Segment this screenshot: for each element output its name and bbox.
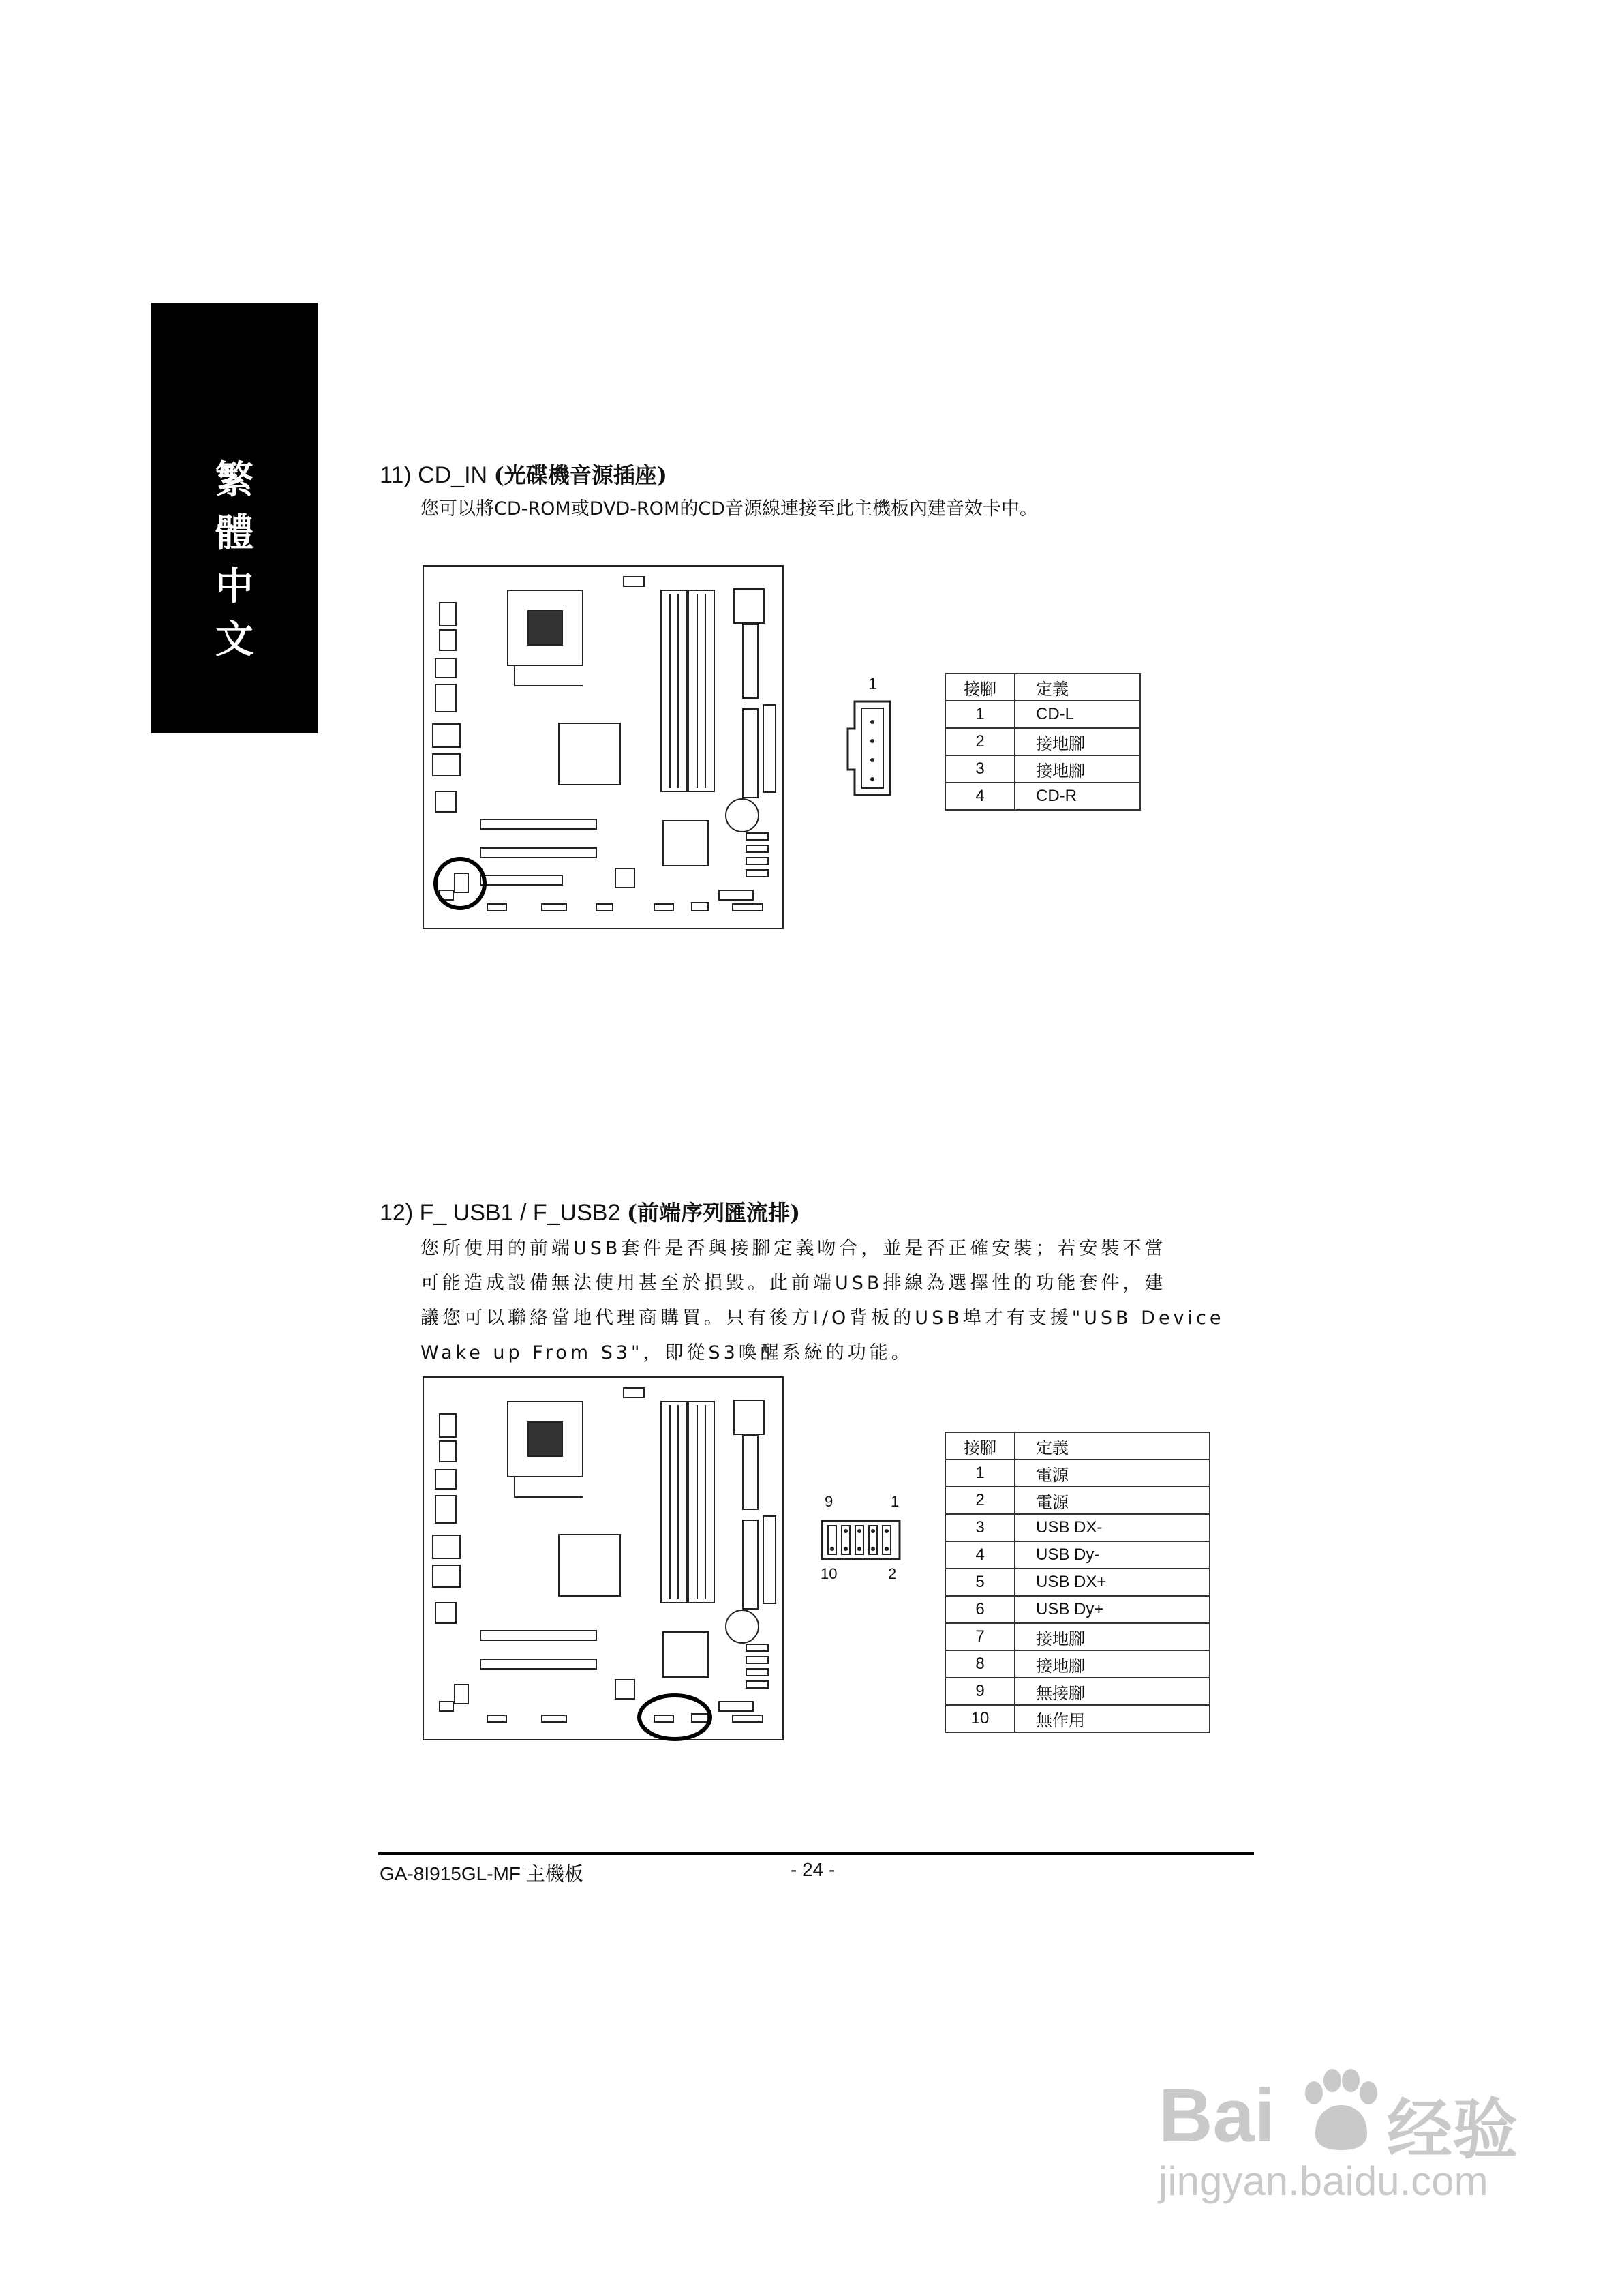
- section-subtitle: (光碟機音源插座): [493, 462, 667, 488]
- watermark-url: jingyan.baidu.com: [1159, 2158, 1488, 2204]
- pin-number: 8: [945, 1650, 1015, 1678]
- footer-divider: [378, 1852, 1254, 1855]
- section-12-heading: [380, 1196, 800, 1227]
- pin-definition: CD-L: [1015, 701, 1140, 728]
- section-11-description: 您可以將CD-ROM或DVD-ROM的CD音源線連接至此主機板內建音效卡中。: [420, 498, 1038, 519]
- pin-definition: 無作用: [1015, 1705, 1210, 1732]
- pin-number: 3: [945, 755, 1015, 783]
- description-line: 您所使用的前端USB套件是否與接腳定義吻合，並是否正確安裝；若安裝不當: [420, 1238, 1167, 1259]
- pin-number: 5: [945, 1569, 1015, 1596]
- section-number: 12): [380, 1200, 414, 1226]
- pin-number: 9: [945, 1678, 1015, 1705]
- table-row: [945, 1514, 1210, 1541]
- section-12-description: [420, 1231, 1255, 1370]
- table-row: [945, 701, 1140, 728]
- pin-definition: 接地腳: [1015, 755, 1140, 783]
- motherboard-diagram-f-usb: [419, 1374, 787, 1742]
- connector-label-10: 10: [821, 1565, 838, 1582]
- connector-label-2: 2: [888, 1565, 897, 1582]
- pin-definition: 無接腳: [1015, 1678, 1210, 1705]
- watermark-brand-right: 经验: [1387, 2094, 1518, 2166]
- section-number: 11): [380, 462, 412, 488]
- pin-definition: USB DX-: [1015, 1514, 1210, 1541]
- pin-definition: USB Dy-: [1015, 1541, 1210, 1569]
- section-title: CD_IN: [418, 462, 488, 488]
- table-row: [945, 728, 1140, 755]
- section-subtitle: (前端序列匯流排): [626, 1200, 801, 1226]
- pin-number: 2: [945, 1487, 1015, 1514]
- pin-definition: 電源: [1015, 1487, 1210, 1514]
- f-usb-connector-icon: [820, 1519, 902, 1561]
- connector-label-1: 1: [891, 1493, 900, 1510]
- description-line: 議您可以聯絡當地代理商購買。只有後方I/O背板的USB埠才有支援"USB Device: [420, 1308, 1225, 1329]
- footer-page-number: - 24 -: [791, 1859, 836, 1880]
- section-11-heading: [380, 458, 667, 489]
- pin-number: 4: [945, 1541, 1015, 1569]
- table-row: [945, 755, 1140, 783]
- watermark-brand-left: Bai: [1159, 2074, 1276, 2158]
- connector-label-9: 9: [825, 1493, 833, 1510]
- language-tab-char: 中: [215, 564, 254, 609]
- section-title: F_ USB1 / F_USB2: [419, 1200, 621, 1226]
- pin-definition: 接地腳: [1015, 1623, 1210, 1650]
- table-row: [945, 1569, 1210, 1596]
- language-tab: [151, 303, 318, 733]
- pin-number: 6: [945, 1596, 1015, 1623]
- cd-in-pin-table: [945, 673, 1141, 811]
- table-row: [945, 783, 1140, 810]
- table-row: [945, 1678, 1210, 1705]
- pin-number: 7: [945, 1623, 1015, 1650]
- table-row: [945, 1705, 1210, 1732]
- description-line: 可能造成設備無法使用甚至於損毀。此前端USB排線為選擇性的功能套件，建: [420, 1273, 1167, 1294]
- pin-header: 接腳: [945, 1432, 1015, 1460]
- pin-number: 3: [945, 1514, 1015, 1541]
- description-line: Wake up From S3"，即從S3喚醒系統的功能。: [420, 1342, 913, 1363]
- pin-number: 1: [945, 1460, 1015, 1487]
- table-row: [945, 1460, 1210, 1487]
- pin-number: 10: [945, 1705, 1015, 1732]
- table-row: [945, 1596, 1210, 1623]
- cd-in-connector-icon: [845, 699, 900, 798]
- baidu-watermark-logo: [1159, 2066, 1540, 2166]
- pin-number: 4: [945, 783, 1015, 810]
- definition-header: 定義: [1015, 674, 1140, 701]
- language-tab-char: 體: [215, 511, 254, 556]
- motherboard-diagram-cd-in: [419, 563, 787, 931]
- footer-model: GA-8I915GL-MF 主機板: [380, 1863, 583, 1884]
- language-tab-char: 繁: [215, 457, 254, 502]
- pin-header: 接腳: [945, 674, 1015, 701]
- pin-definition: CD-R: [1015, 783, 1140, 810]
- definition-header: 定義: [1015, 1432, 1210, 1460]
- table-row: [945, 1541, 1210, 1569]
- connector-pin1-label: 1: [868, 675, 878, 693]
- pin-number: 1: [945, 701, 1015, 728]
- table-row: [945, 1487, 1210, 1514]
- f-usb-pin-table: [945, 1432, 1210, 1733]
- pin-number: 2: [945, 728, 1015, 755]
- pin-definition: 接地腳: [1015, 728, 1140, 755]
- pin-definition: 接地腳: [1015, 1650, 1210, 1678]
- paw-icon: [1295, 2066, 1383, 2154]
- pin-definition: 電源: [1015, 1460, 1210, 1487]
- table-row: [945, 1623, 1210, 1650]
- pin-definition: USB DX+: [1015, 1569, 1210, 1596]
- pin-definition: USB Dy+: [1015, 1596, 1210, 1623]
- table-row: [945, 1650, 1210, 1678]
- language-tab-char: 文: [215, 617, 254, 662]
